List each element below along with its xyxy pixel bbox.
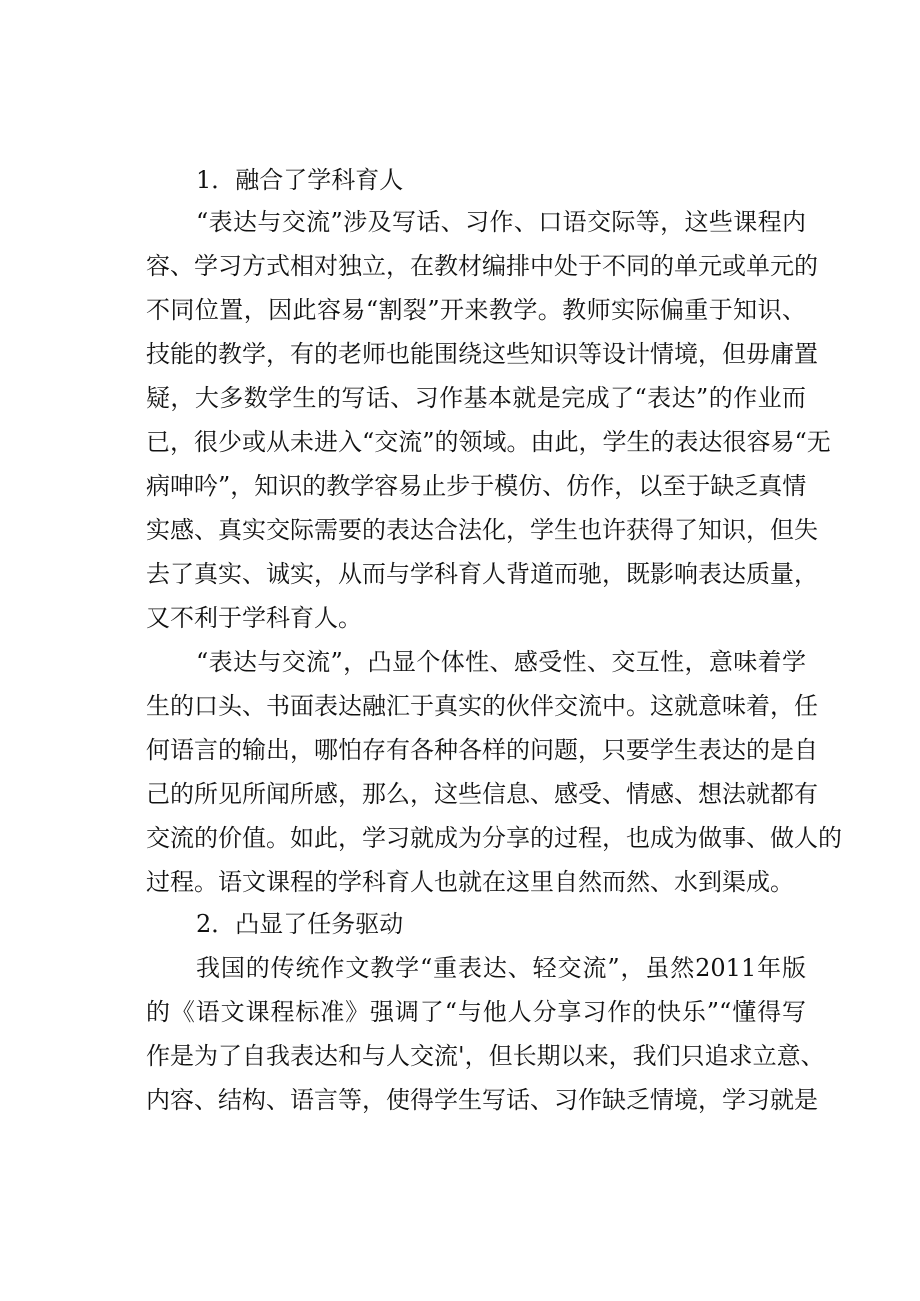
section-heading-2: 2．凸显了任务驱动 <box>196 910 404 938</box>
paragraph-1-line: 病呻吟”，知识的教学容易止步于模仿、仿作，以至于缺乏真情 <box>146 472 807 500</box>
paragraph-2-line: 何语言的输出，哪怕存有各种各样的问题，只要学生表达的是自 <box>146 736 818 764</box>
section-heading-1: 1．融合了学科育人 <box>196 166 404 194</box>
paragraph-1-line: 不同位置，因此容易“割裂”开来教学。教师实际偏重于知识、 <box>146 296 806 324</box>
paragraph-1-line: 容、学习方式相对独立，在教材编排中处于不同的单元或单元的 <box>146 252 818 280</box>
paragraph-2-line: 己的所见所闻所感，那么，这些信息、感受、情感、想法就都有 <box>146 780 818 808</box>
paragraph-1-line: 去了真实、诚实，从而与学科育人背道而驰，既影响表达质量， <box>146 560 818 588</box>
paragraph-1-line: 技能的教学，有的老师也能围绕这些知识等设计情境，但毋庸置 <box>146 340 818 368</box>
paragraph-1-line: 疑，大多数学生的写话、习作基本就是完成了“表达”的作业而 <box>146 384 806 412</box>
paragraph-1-line: 又不利于学科育人。 <box>146 604 362 632</box>
paragraph-3-line: 作是为了自我表达和与人交流'，但长期以来，我们只追求立意、 <box>146 1042 825 1070</box>
paragraph-3-line: 的《语文课程标准》强调了“与他人分享习作的快乐”“懂得写 <box>146 998 806 1026</box>
paragraph-3-line: 我国的传统作文教学“重表达、轻交流”，虽然2011年版 <box>196 954 806 982</box>
paragraph-2-line: 过程。语文课程的学科育人也就在这里自然而然、水到渠成。 <box>146 868 794 896</box>
paragraph-1-line: 已，很少或从未进入“交流”的领域。由此，学生的表达很容易“无 <box>146 428 831 456</box>
paragraph-2-line: 生的口头、书面表达融汇于真实的伙伴交流中。这就意味着，任 <box>146 692 818 720</box>
paragraph-1-line: 实感、真实交际需要的表达合法化，学生也许获得了知识，但失 <box>146 516 818 544</box>
paragraph-1-line: “表达与交流”涉及写话、习作、口语交际等，这些课程内 <box>196 208 806 236</box>
paragraph-3-line: 内容、结构、语言等，使得学生写话、习作缺乏情境，学习就是 <box>146 1086 818 1114</box>
paragraph-2-line: “表达与交流”，凸显个体性、感受性、交互性，意味着学 <box>196 648 806 676</box>
paragraph-2-line: 交流的价值。如此，学习就成为分享的过程，也成为做事、做人的 <box>146 824 842 852</box>
